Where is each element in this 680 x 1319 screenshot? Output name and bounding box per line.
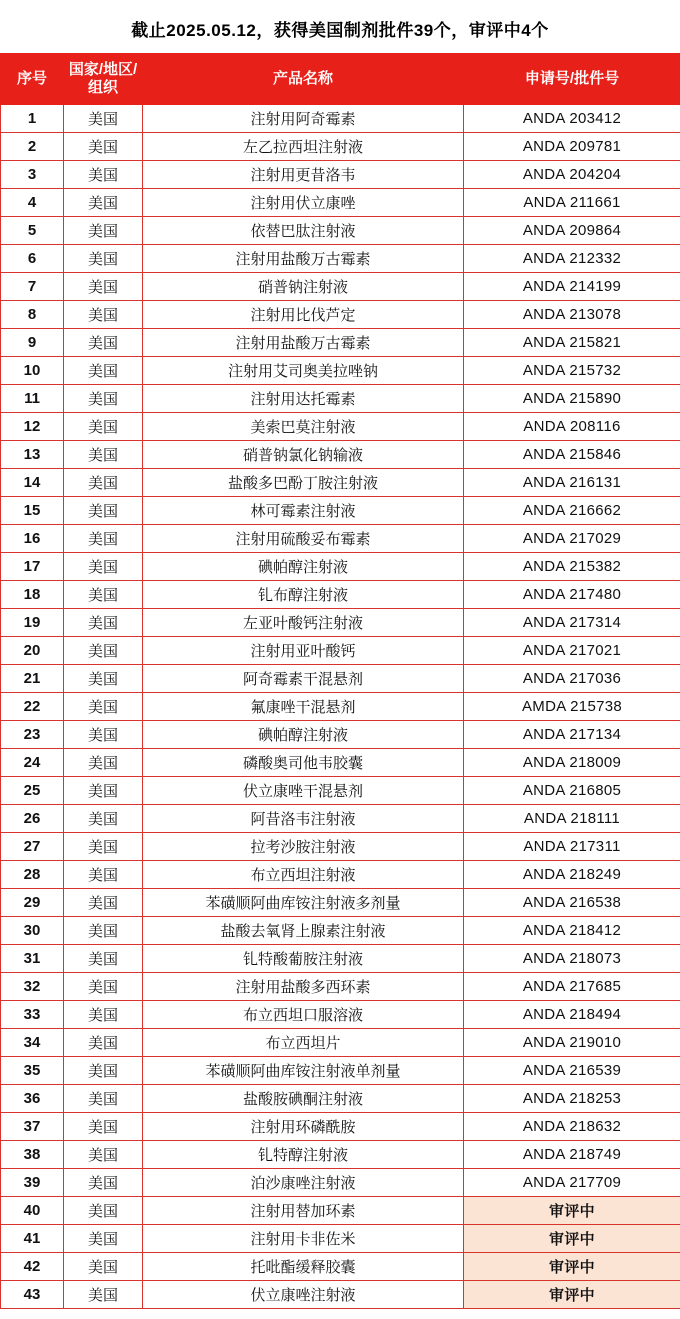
cell-index: 13: [1, 441, 64, 469]
cell-product-name: 注射用环磷酰胺: [143, 1113, 464, 1141]
cell-index: 24: [1, 749, 64, 777]
cell-country: 美国: [64, 1281, 143, 1309]
cell-index: 7: [1, 273, 64, 301]
cell-country: 美国: [64, 301, 143, 329]
cell-country: 美国: [64, 889, 143, 917]
cell-country: 美国: [64, 805, 143, 833]
cell-application-number: ANDA 208116: [464, 413, 680, 441]
cell-application-number: ANDA 204204: [464, 161, 680, 189]
table-row: [1, 553, 680, 581]
cell-application-number: ANDA 218412: [464, 917, 680, 945]
cell-index: 39: [1, 1169, 64, 1197]
cell-index: 1: [1, 105, 64, 133]
table-row: [1, 1281, 680, 1309]
cell-application-number: ANDA 211661: [464, 189, 680, 217]
table-row: [1, 357, 680, 385]
table-row: [1, 1001, 680, 1029]
table-row: [1, 917, 680, 945]
cell-application-number: ANDA 218073: [464, 945, 680, 973]
cell-application-number: AMDA 215738: [464, 693, 680, 721]
cell-product-name: 注射用盐酸多西环素: [143, 973, 464, 1001]
cell-country: 美国: [64, 637, 143, 665]
cell-country: 美国: [64, 525, 143, 553]
table-row: [1, 329, 680, 357]
cell-product-name: 注射用阿奇霉素: [143, 105, 464, 133]
cell-product-name: 伏立康唑干混悬剂: [143, 777, 464, 805]
cell-index: 4: [1, 189, 64, 217]
cell-application-number: ANDA 217134: [464, 721, 680, 749]
cell-country: 美国: [64, 553, 143, 581]
cell-application-number: ANDA 209781: [464, 133, 680, 161]
cell-country: 美国: [64, 1141, 143, 1169]
cell-status-badge: 审评中: [464, 1197, 680, 1225]
cell-status-badge: 审评中: [464, 1281, 680, 1309]
cell-index: 20: [1, 637, 64, 665]
cell-index: 30: [1, 917, 64, 945]
column-header-country: 国家/地区/组织: [64, 54, 143, 105]
cell-application-number: ANDA 218253: [464, 1085, 680, 1113]
table-row: [1, 469, 680, 497]
cell-country: 美国: [64, 917, 143, 945]
column-header-index: 序号: [1, 54, 64, 105]
cell-index: 27: [1, 833, 64, 861]
cell-product-name: 苯磺顺阿曲库铵注射液多剂量: [143, 889, 464, 917]
cell-application-number: ANDA 216538: [464, 889, 680, 917]
cell-product-name: 布立西坦口服溶液: [143, 1001, 464, 1029]
table-row: [1, 973, 680, 1001]
cell-product-name: 注射用替加环素: [143, 1197, 464, 1225]
cell-index: 5: [1, 217, 64, 245]
cell-product-name: 苯磺顺阿曲库铵注射液单剂量: [143, 1057, 464, 1085]
approval-table: [0, 53, 680, 1309]
cell-product-name: 钆布醇注射液: [143, 581, 464, 609]
table-row: [1, 161, 680, 189]
cell-index: 8: [1, 301, 64, 329]
cell-application-number: ANDA 216131: [464, 469, 680, 497]
table-row: [1, 1085, 680, 1113]
page-title: 截止2025.05.12，获得美国制剂批件39个，审评中4个: [131, 21, 549, 40]
table-row: [1, 1113, 680, 1141]
cell-product-name: 布立西坦片: [143, 1029, 464, 1057]
cell-country: 美国: [64, 133, 143, 161]
cell-product-name: 盐酸多巴酚丁胺注射液: [143, 469, 464, 497]
cell-application-number: ANDA 217685: [464, 973, 680, 1001]
cell-index: 19: [1, 609, 64, 637]
cell-application-number: ANDA 217709: [464, 1169, 680, 1197]
cell-application-number: ANDA 214199: [464, 273, 680, 301]
cell-index: 32: [1, 973, 64, 1001]
cell-index: 40: [1, 1197, 64, 1225]
cell-product-name: 注射用盐酸万古霉素: [143, 329, 464, 357]
cell-country: 美国: [64, 1197, 143, 1225]
cell-application-number: ANDA 217480: [464, 581, 680, 609]
cell-country: 美国: [64, 357, 143, 385]
table-row: [1, 1253, 680, 1281]
cell-country: 美国: [64, 497, 143, 525]
cell-product-name: 钆特醇注射液: [143, 1141, 464, 1169]
table-row: [1, 805, 680, 833]
table-row: [1, 245, 680, 273]
cell-application-number: ANDA 217021: [464, 637, 680, 665]
cell-index: 28: [1, 861, 64, 889]
cell-country: 美国: [64, 1085, 143, 1113]
cell-country: 美国: [64, 1029, 143, 1057]
table-row: [1, 525, 680, 553]
cell-index: 42: [1, 1253, 64, 1281]
cell-index: 23: [1, 721, 64, 749]
table-row: [1, 1057, 680, 1085]
table-row: [1, 105, 680, 133]
table-row: [1, 133, 680, 161]
table-row: [1, 413, 680, 441]
cell-index: 25: [1, 777, 64, 805]
cell-country: 美国: [64, 861, 143, 889]
cell-product-name: 布立西坦注射液: [143, 861, 464, 889]
cell-index: 12: [1, 413, 64, 441]
cell-country: 美国: [64, 749, 143, 777]
cell-product-name: 注射用亚叶酸钙: [143, 637, 464, 665]
table-row: [1, 749, 680, 777]
cell-product-name: 林可霉素注射液: [143, 497, 464, 525]
cell-product-name: 硝普钠注射液: [143, 273, 464, 301]
cell-index: 18: [1, 581, 64, 609]
cell-application-number: ANDA 209864: [464, 217, 680, 245]
cell-index: 33: [1, 1001, 64, 1029]
cell-country: 美国: [64, 833, 143, 861]
cell-product-name: 左亚叶酸钙注射液: [143, 609, 464, 637]
cell-application-number: ANDA 216805: [464, 777, 680, 805]
cell-country: 美国: [64, 217, 143, 245]
cell-country: 美国: [64, 581, 143, 609]
cell-country: 美国: [64, 609, 143, 637]
cell-country: 美国: [64, 189, 143, 217]
cell-product-name: 左乙拉西坦注射液: [143, 133, 464, 161]
cell-application-number: ANDA 217314: [464, 609, 680, 637]
cell-application-number: ANDA 218749: [464, 1141, 680, 1169]
cell-product-name: 注射用更昔洛韦: [143, 161, 464, 189]
cell-application-number: ANDA 218009: [464, 749, 680, 777]
cell-index: 38: [1, 1141, 64, 1169]
table-header-row: [1, 54, 680, 105]
cell-status-badge: 审评中: [464, 1225, 680, 1253]
table-row: [1, 665, 680, 693]
cell-product-name: 伏立康唑注射液: [143, 1281, 464, 1309]
cell-index: 29: [1, 889, 64, 917]
table-row: [1, 721, 680, 749]
table-row: [1, 273, 680, 301]
cell-product-name: 硝普钠氯化钠输液: [143, 441, 464, 469]
table-row: [1, 1197, 680, 1225]
cell-product-name: 美索巴莫注射液: [143, 413, 464, 441]
table-row: [1, 777, 680, 805]
table-row: [1, 217, 680, 245]
table-row: [1, 945, 680, 973]
cell-index: 17: [1, 553, 64, 581]
cell-product-name: 氟康唑干混悬剂: [143, 693, 464, 721]
cell-product-name: 注射用艾司奥美拉唑钠: [143, 357, 464, 385]
cell-country: 美国: [64, 413, 143, 441]
cell-index: 15: [1, 497, 64, 525]
table-header: [1, 54, 680, 105]
table-row: [1, 497, 680, 525]
cell-product-name: 注射用比伐芦定: [143, 301, 464, 329]
column-header-application-number: 申请号/批件号: [464, 54, 680, 105]
cell-country: 美国: [64, 161, 143, 189]
cell-application-number: ANDA 217029: [464, 525, 680, 553]
table-row: [1, 889, 680, 917]
table-row: [1, 301, 680, 329]
cell-product-name: 阿昔洛韦注射液: [143, 805, 464, 833]
cell-application-number: ANDA 218111: [464, 805, 680, 833]
table-row: [1, 1029, 680, 1057]
cell-country: 美国: [64, 1169, 143, 1197]
table-row: [1, 861, 680, 889]
cell-index: 10: [1, 357, 64, 385]
cell-country: 美国: [64, 973, 143, 1001]
cell-product-name: 注射用硫酸妥布霉素: [143, 525, 464, 553]
cell-index: 35: [1, 1057, 64, 1085]
cell-index: 26: [1, 805, 64, 833]
cell-application-number: ANDA 218494: [464, 1001, 680, 1029]
cell-index: 2: [1, 133, 64, 161]
cell-application-number: ANDA 215821: [464, 329, 680, 357]
cell-product-name: 磷酸奥司他韦胶囊: [143, 749, 464, 777]
cell-country: 美国: [64, 441, 143, 469]
cell-index: 37: [1, 1113, 64, 1141]
cell-product-name: 注射用卡非佐米: [143, 1225, 464, 1253]
cell-application-number: ANDA 219010: [464, 1029, 680, 1057]
cell-index: 3: [1, 161, 64, 189]
cell-country: 美国: [64, 777, 143, 805]
cell-application-number: ANDA 217311: [464, 833, 680, 861]
cell-index: 16: [1, 525, 64, 553]
cell-country: 美国: [64, 245, 143, 273]
cell-product-name: 钆特酸葡胺注射液: [143, 945, 464, 973]
cell-application-number: ANDA 215846: [464, 441, 680, 469]
cell-product-name: 泊沙康唑注射液: [143, 1169, 464, 1197]
cell-country: 美国: [64, 105, 143, 133]
cell-country: 美国: [64, 945, 143, 973]
cell-application-number: ANDA 215732: [464, 357, 680, 385]
cell-country: 美国: [64, 385, 143, 413]
cell-status-badge: 审评中: [464, 1253, 680, 1281]
table-row: [1, 693, 680, 721]
cell-product-name: 注射用盐酸万古霉素: [143, 245, 464, 273]
cell-country: 美国: [64, 1225, 143, 1253]
cell-country: 美国: [64, 469, 143, 497]
cell-application-number: ANDA 212332: [464, 245, 680, 273]
cell-application-number: ANDA 218249: [464, 861, 680, 889]
cell-product-name: 盐酸去氧肾上腺素注射液: [143, 917, 464, 945]
cell-product-name: 碘帕醇注射液: [143, 721, 464, 749]
table-row: [1, 609, 680, 637]
cell-index: 11: [1, 385, 64, 413]
cell-index: 22: [1, 693, 64, 721]
cell-product-name: 拉考沙胺注射液: [143, 833, 464, 861]
cell-product-name: 托吡酯缓释胶囊: [143, 1253, 464, 1281]
cell-index: 36: [1, 1085, 64, 1113]
table-row: [1, 385, 680, 413]
cell-index: 31: [1, 945, 64, 973]
cell-country: 美国: [64, 1001, 143, 1029]
cell-index: 43: [1, 1281, 64, 1309]
cell-product-name: 依替巴肽注射液: [143, 217, 464, 245]
cell-country: 美国: [64, 693, 143, 721]
cell-application-number: ANDA 215382: [464, 553, 680, 581]
cell-index: 21: [1, 665, 64, 693]
cell-application-number: ANDA 216662: [464, 497, 680, 525]
cell-country: 美国: [64, 1253, 143, 1281]
cell-application-number: ANDA 217036: [464, 665, 680, 693]
cell-application-number: ANDA 203412: [464, 105, 680, 133]
cell-index: 34: [1, 1029, 64, 1057]
cell-product-name: 注射用伏立康唑: [143, 189, 464, 217]
table-row: [1, 637, 680, 665]
cell-country: 美国: [64, 1113, 143, 1141]
cell-country: 美国: [64, 1057, 143, 1085]
table-row: [1, 189, 680, 217]
cell-index: 6: [1, 245, 64, 273]
cell-application-number: ANDA 215890: [464, 385, 680, 413]
cell-product-name: 阿奇霉素干混悬剂: [143, 665, 464, 693]
cell-country: 美国: [64, 329, 143, 357]
column-header-product: 产品名称: [143, 54, 464, 105]
table-row: [1, 833, 680, 861]
cell-country: 美国: [64, 665, 143, 693]
table-row: [1, 1169, 680, 1197]
table-body: [1, 105, 680, 1309]
cell-application-number: ANDA 213078: [464, 301, 680, 329]
cell-country: 美国: [64, 721, 143, 749]
cell-product-name: 碘帕醇注射液: [143, 553, 464, 581]
cell-country: 美国: [64, 273, 143, 301]
table-row: [1, 1141, 680, 1169]
cell-application-number: ANDA 216539: [464, 1057, 680, 1085]
table-row: [1, 441, 680, 469]
table-row: [1, 581, 680, 609]
table-row: [1, 1225, 680, 1253]
cell-application-number: ANDA 218632: [464, 1113, 680, 1141]
cell-index: 14: [1, 469, 64, 497]
cell-product-name: 注射用达托霉素: [143, 385, 464, 413]
cell-product-name: 盐酸胺碘酮注射液: [143, 1085, 464, 1113]
cell-index: 41: [1, 1225, 64, 1253]
cell-index: 9: [1, 329, 64, 357]
